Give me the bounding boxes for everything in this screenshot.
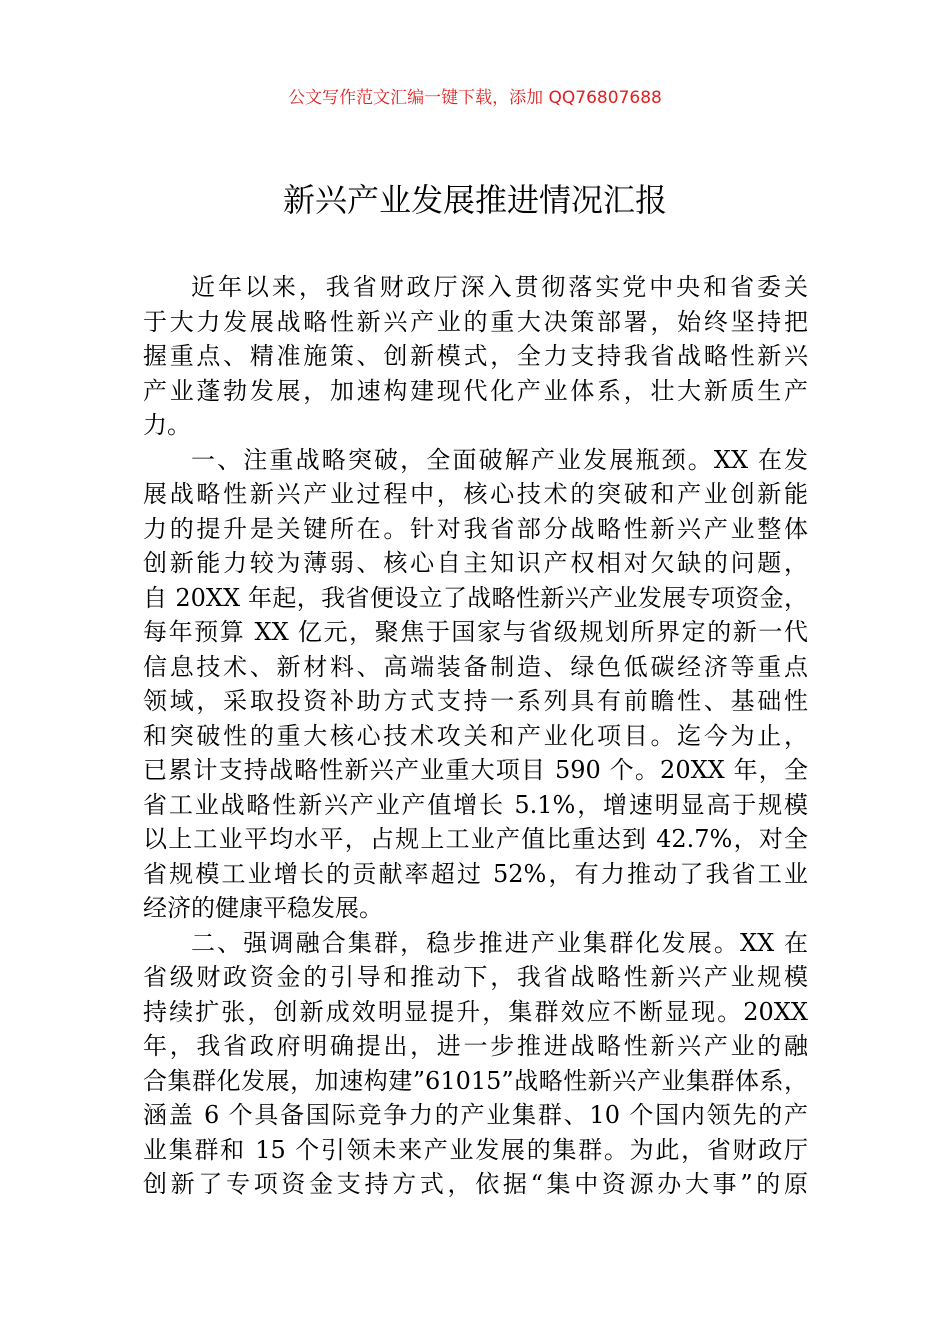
body-text-line: 自 20XX 年起，我省便设立了战略性新兴产业发展专项资金， bbox=[143, 583, 808, 612]
body-text-line: 已累计支持战略性新兴产业重大项目 590 个。20XX 年，全 bbox=[143, 756, 808, 784]
body-text-line: 近年以来，我省财政厅深入贯彻落实党中央和省委关 bbox=[191, 273, 808, 301]
document-title: 新兴产业发展推进情况汇报 bbox=[282, 181, 667, 219]
body-text-line: 力的提升是关键所在。针对我省部分战略性新兴产业整体 bbox=[143, 514, 808, 543]
body-text-line: 以上工业平均水平，占规上工业产值比重达到 42.7%，对全 bbox=[143, 825, 808, 853]
body-text-line: 于大力发展战略性新兴产业的重大决策部署，始终坚持把 bbox=[143, 307, 808, 336]
body-text-line: 力。 bbox=[143, 411, 191, 439]
body-text-line: 握重点、精准施策、创新模式，全力支持我省战略性新兴 bbox=[143, 342, 808, 370]
body-text-line: 经济的健康平稳发展。 bbox=[143, 894, 383, 922]
body-text-line: 涵盖 6 个具备国际竞争力的产业集群、10 个国内领先的产 bbox=[143, 1101, 808, 1129]
body-text-line: 业集群和 15 个引领未来产业发展的集群。为此，省财政厅 bbox=[143, 1135, 808, 1164]
body-text-line: 每年预算 XX 亿元，聚焦于国家与省级规划所界定的新一代 bbox=[143, 618, 808, 646]
body-text-line: 省规模工业增长的贡献率超过 52%，有力推动了我省工业 bbox=[143, 859, 808, 888]
body-text-line: 省级财政资金的引导和推动下，我省战略性新兴产业规模 bbox=[143, 963, 808, 991]
body-text-line: 创新能力较为薄弱、核心自主知识产权相对欠缺的问题， bbox=[143, 549, 808, 577]
body-text-line: 一、注重战略突破，全面破解产业发展瓶颈。XX 在发 bbox=[191, 445, 808, 474]
body-text-line: 二、强调融合集群，稳步推进产业集群化发展。XX 在 bbox=[191, 928, 808, 957]
body-text-line: 年，我省政府明确提出，进一步推进战略性新兴产业的融 bbox=[143, 1032, 808, 1060]
body-text-line: 产业蓬勃发展，加速构建现代化产业体系，壮大新质生产 bbox=[143, 376, 808, 405]
download-promo-note: 公文写作范文汇编一键下载，添加 QQ76807688 bbox=[288, 88, 662, 108]
body-text-line: 持续扩张，创新成效明显提升，集群效应不断显现。20XX bbox=[143, 997, 808, 1026]
body-text-line: 展战略性新兴产业过程中，核心技术的突破和产业创新能 bbox=[143, 480, 808, 508]
body-text-line: 创新了专项资金支持方式，依据“集中资源办大事”的原 bbox=[143, 1170, 808, 1198]
body-text-line: 信息技术、新材料、高端装备制造、绿色低碳经济等重点 bbox=[143, 652, 808, 681]
body-text-line: 合集群化发展，加速构建”61015”战略性新兴产业集群体系， bbox=[143, 1066, 808, 1095]
document-body bbox=[143, 270, 808, 1202]
body-text-line: 省工业战略性新兴产业产值增长 5.1%，增速明显高于规模 bbox=[143, 790, 808, 819]
body-text-line: 和突破性的重大核心技术攻关和产业化项目。迄今为止， bbox=[143, 721, 808, 750]
body-text-line: 领域，采取投资补助方式支持一系列具有前瞻性、基础性 bbox=[143, 687, 808, 715]
